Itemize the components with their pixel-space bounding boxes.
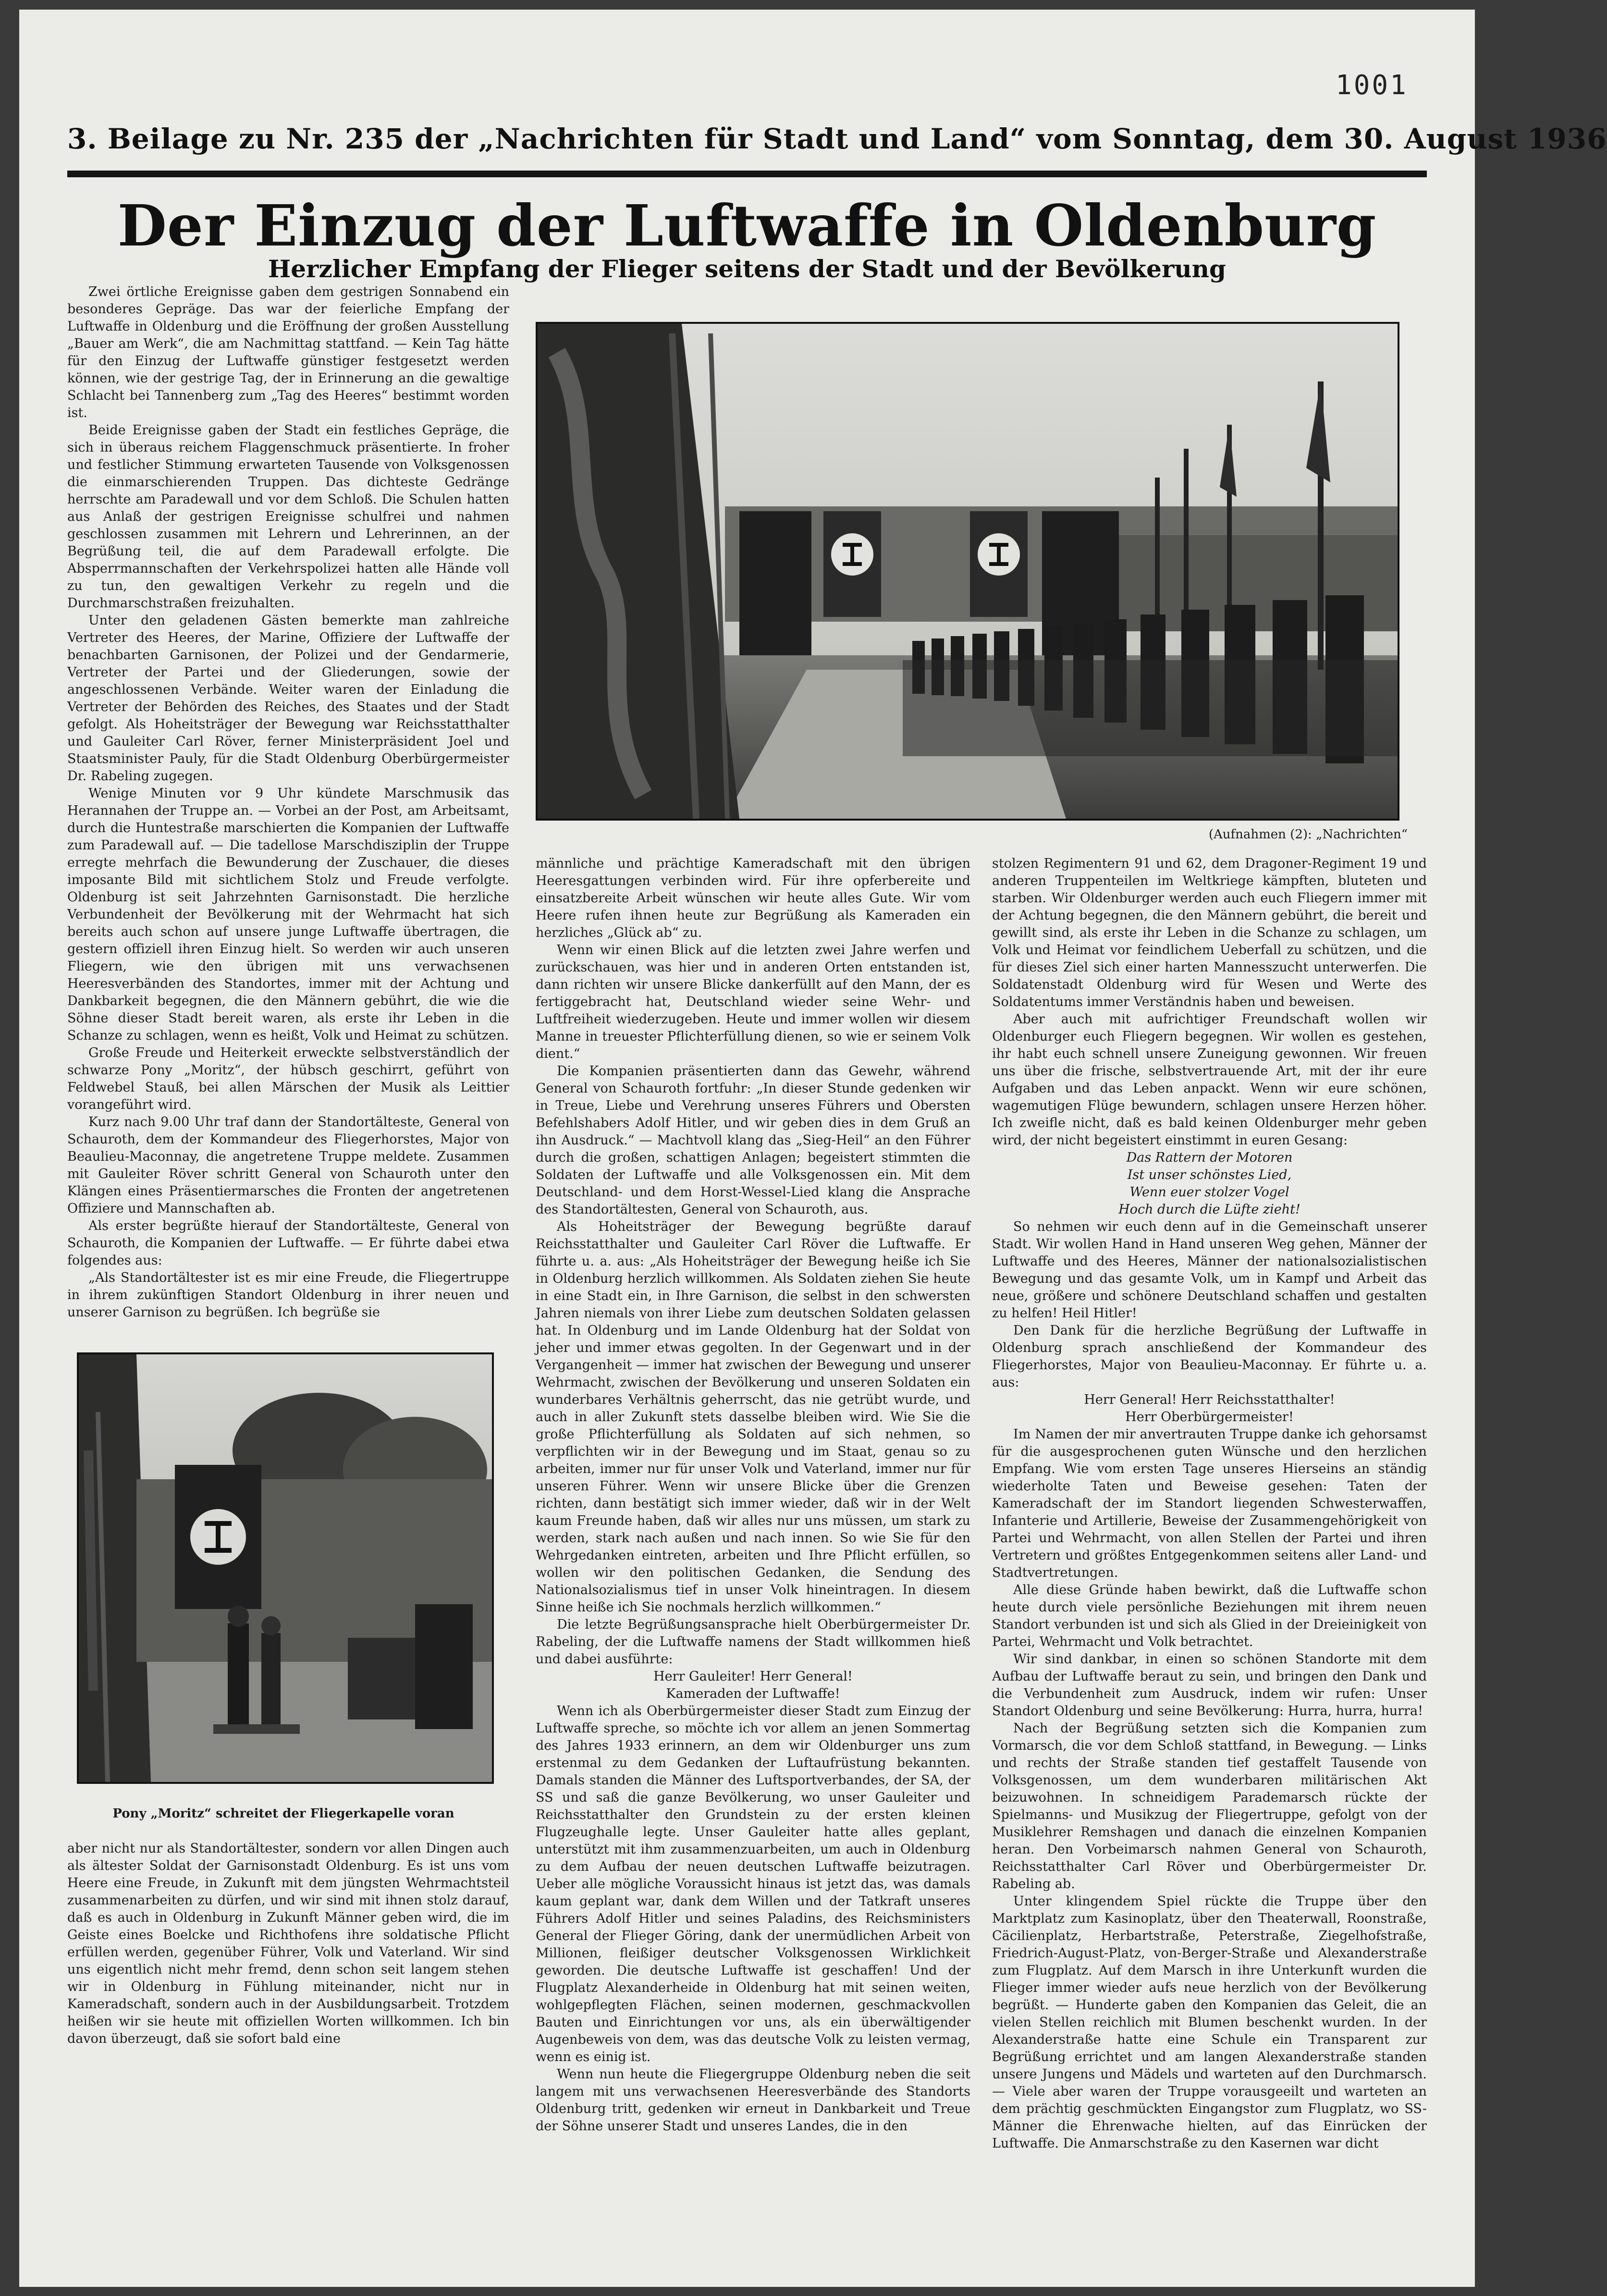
photo-caption: Pony „Moritz“ schreitet der Fliegerkapelle voran: [112, 1806, 454, 1821]
song-line: Das Rattern der Motoren: [1126, 1150, 1293, 1165]
paragraph: Die letzte Begrüßungsansprache hielt Oberbürgermeister Dr. Rabeling, der die Luftwaffe namens der Stadt willkommen hieß und dabei ausführte:: [536, 1617, 970, 1667]
paragraph: stolzen Regimentern 91 und 62, dem Dragoner-Regiment 19 und anderen Truppenteilen im Weltkriege kämpften, bluteten und starben. Wir Oldenburger werden auch euch Fliegern immer mit der Achtung begegnen, die den Männern gebührt, die bereit und gewillt sind, als erste ihr Leben in die Schanze zu schlagen, um Volk und Heimat vor feindlichem Ueberfall zu schützen, und die für dieses Ziel sich einer harten Mannesszucht unterwerfen. Die Soldatenstadt Oldenburg wird für Wesen und Werte des Soldatentums immer Verständnis haben und beweisen.: [992, 856, 1427, 1009]
supplement-header: 3. Beilage zu Nr. 235 der „Nachrichten für Stadt und Land“ vom Sonntag, dem 30. August 1936: [67, 123, 1607, 155]
paragraph: Große Freude und Heiterkeit erweckte selbstverständlich der schwarze Pony „Moritz“, der hübsch geschirrt, geführt von Feldwebel Stauß, bei allen Märschen der Musik als Leittier vorangeführt wird.: [67, 1045, 509, 1112]
paragraph: Zwei örtliche Ereignisse gaben dem gestrigen Sonnabend ein besonderes Gepräge. Das war der feierliche Empfang der Luftwaffe in Oldenburg und die Eröffnung der großen Ausstellung „Bauer am Werk“, die am Nachmittag stattfand. — Kein Tag hätte für den Einzug der Luftwaffe günstiger festgesetzt werden können, wie der gestrige Tag, der in Erinnerung an die gewaltige Schlacht bei Tannenberg zum „Tag des Heeres“ bestimmt worden ist.: [67, 284, 509, 420]
song-line: Ist unser schönstes Lied,: [1127, 1167, 1292, 1182]
paragraph: Im Namen der mir anvertrauten Truppe danke ich gehorsamst für die ausgesprochenen guten Wünsche und den herzlichen Empfang. Wie vom ersten Tage unseres Hierseins an ständig wiederholte Taten und Beweise gesehen: Taten der Kameradschaft der im Standort liegenden Schwesterwaffen, Infanterie und Artillerie, Beweise der Zusammengehörigkeit von Partei und Wehrmacht, von allen Stellen der Partei und ihren Vertretern und größtes Entgegenkommen seitens aller Land- und Stadtvertretungen.: [992, 1427, 1427, 1580]
paragraph: männliche und prächtige Kameradschaft mit den übrigen Heeresgattungen verbinden wird. Für ihre opferbereite und einsatzbereite Arbeit wünschen wir heute alles Gute. Wir vom Heere rufen ihnen heute zur Begrüßung als Kameraden ein herzliches „Glück ab“ zu.: [536, 856, 970, 940]
column-1-lower: [67, 1840, 509, 2272]
photo-credit: (Aufnahmen (2): „Nachrichten“: [1208, 827, 1408, 842]
paragraph: Wir sind dankbar, in einen so schönen Standorte mit dem Aufbau der Luftwaffe beraut zu sein, und bringen den Dank und die Verbundenheit zum Ausdruck, indem wir rufen: Unser Standort Oldenburg und seine Bevölkerung: Hurra, hurra, hurra!: [992, 1652, 1427, 1719]
column-2: [536, 855, 970, 2272]
salutation: Kameraden der Luftwaffe!: [666, 1686, 840, 1701]
paragraph: Als Hoheitsträger der Bewegung begrüßte darauf Reichsstatthalter und Gauleiter Carl Röver die Luftwaffe. Er führte u. a. aus: „Als Hoheitsträger der Bewegung heiße ich Sie in Oldenburg herzlich willkommen. Als Soldaten ziehen Sie heute in eine Stadt ein, in Ihre Garnison, die selbst in den schwersten Jahren niemals von ihrer Liebe zum deutschen Soldaten gelassen hat. In Oldenburg und im Lande Oldenburg hat der Soldat von jeher und immer etwas gegolten. In der Gegenwart und in der Vergangenheit — immer hat zwischen der Bewegung und unserer Wehrmacht, zwischen der Bevölkerung und unseren Soldaten ein wunderbares Verhältnis geherrscht, das nie getrübt wurde, und auch in aller Zukunft stets dasselbe bleiben wird. Wie Sie die große Pflichterfüllung als Soldaten auf sich nehmen, so verpflichten wir in der Bewegung und im Staat, genau so zu arbeiten, immer nur für unser Volk und Vaterland, immer nur für unseren Führer. Wenn wir unsere Blicke über die Grenzen richten, dann bestätigt sich immer wieder, daß wir in der Welt kaum Freunde haben, daß wir alles nur uns müssen, um stark zu werden, stark nach außen und nach innen. So wie Sie für den Wehrgedanken eintreten, arbeiten und Ihre Pflicht erfüllen, so wollen wir den politischen Gedanken, die Sendung des Nationalsozialismus tief in unser Volk hineintragen. In diesem Sinne heiße ich Sie nochmals herzlich willkommen.“: [536, 1219, 970, 1615]
paragraph: Den Dank für die herzliche Begrüßung der Luftwaffe in Oldenburg sprach anschließend der Kommandeur des Fliegerhorstes, Major von Beaulieu-Maconnay. Er führte u. a. aus:: [992, 1323, 1427, 1390]
column-3: [992, 855, 1427, 2272]
photo-pony: [77, 1352, 494, 1784]
paragraph: Die Kompanien präsentierten dann das Gewehr, während General von Schauroth fortfuhr: „In dieser Stunde gedenken wir in Treue, Liebe und Verehrung unseres Führers und Obersten Befehlshabers Adolf Hitler, und wir geben dies in dem Gruß an ihn Ausdruck.“ — Machtvoll klang das „Sieg-Heil“ an den Führer durch die großen, schattigen Anlagen; begeistert stimmten die Soldaten der Luftwaffe und alle Volksgenossen ein. Mit dem Deutschland- und dem Horst-Wessel-Lied klang die Ansprache des Standortältesten, General von Schauroth, aus.: [536, 1064, 970, 1217]
salutation: Herr General! Herr Reichsstatthalter!: [1084, 1392, 1335, 1407]
paragraph: Wenn ich als Oberbürgermeister dieser Stadt zum Einzug der Luftwaffe spreche, so möchte ich vor allem an jenen Sommertag des Jahres 1933 erinnern, an dem wir Oldenburger uns zum erstenmal zu dem Gedanken der Luftaufrüstung bekannten. Damals standen die Männer des Luftsportverbandes, der SA, der SS und saß die ganze Bevölkerung, wo unser Gauleiter und Reichsstatthalter den Grundstein zu der ersten kleinen Flugzeughalle legte. Unser Gauleiter hatte alles geplant, unterstützt mit ihm zusammenzuarbeiten, um auch in Oldenburg zu dem Aufbau der neuen deutschen Luftwaffe beizutragen. Ueber alle mögliche Voraussicht hinaus ist jetzt das, was damals kaum geplant war, dank dem Willen und der Tatkraft unseres Führers Adolf Hitler und seines Paladins, des Reichsministers General der Flieger Göring, dank der unermüdlichen Arbeit von Millionen, fleißiger deutscher Volksgenossen Wirklichkeit geworden. Die deutsche Luftwaffe ist geschaffen! Und der Flugplatz Alexanderheide in Oldenburg hat mit seinen weiten, wohlgepflegten Flächen, seinen modernen, geschmackvollen Bauten und Einrichtungen vor uns, als ein überwältigender Augenbeweis von dem, was das deutsche Volk zu leisten vermag, wenn es einig ist.: [536, 1704, 970, 2064]
paragraph: Wenn wir einen Blick auf die letzten zwei Jahre werfen und zurückschauen, was hier und in anderen Orten entstanden ist, dann richten wir unsere Blicke dankerfüllt auf den Mann, der es fertiggebracht hat, Deutschland wieder seine Wehr- und Luftfreiheit wiederzugeben. Heute und immer wollen wir diesem Manne in treuester Pflichterfüllung dienen, so wie er seinem Volk dient.“: [536, 943, 970, 1061]
paragraph: Unter den geladenen Gästen bemerkte man zahlreiche Vertreter des Heeres, der Marine, Offiziere der Luftwaffe der benachbarten Garnisonen, der Polizei und der Gendarmerie, Vertreter der Partei und der Gliederungen, sowie der angeschlossenen Verbände. Weiter waren der Einladung die Vertreter der Behörden des Reiches, des Staates und der Stadt gefolgt. Als Hoheitsträger der Bewegung war Reichsstatthalter und Gauleiter Carl Röver, ferner Ministerpräsident Joel und Staatsminister Pauly, für die Stadt Oldenburg Oberbürgermeister Dr. Rabeling zugegen.: [67, 613, 509, 784]
article-subtitle: Herzlicher Empfang der Flieger seitens der Stadt und der Bevölkerung: [268, 255, 1226, 283]
paragraph: „Als Standortältester ist es mir eine Freude, die Fliegertruppe in ihrem zukünftigen Standort Oldenburg in ihrer neuen und unserer Garnison zu begrüßen. Ich begrüße sie: [67, 1270, 509, 1320]
paragraph: Wenige Minuten vor 9 Uhr kündete Marschmusik das Herannahen der Truppe an. — Vorbei an der Post, am Arbeitsamt, durch die Huntestraße marschierten die Kompanien der Luftwaffe zum Paradewall auf. — Die tadellose Marschdisziplin der Truppe erregte mehrfach die Bewunderung der Zuschauer, die dieses imposante Bild mit sichtlichem Stolz und Freude verfolgte. Oldenburg ist seit Jahrzehnten Garnisonstadt. Die herzliche Verbundenheit der Bevölkerung mit der Wehrmacht hat sich bereits auch schon auf unsere junge Luftwaffe übertragen, die gestern offiziell ihren Einzug hielt. So werden wir auch unseren Fliegern, wie den übrigen mit uns verwachsenen Heeresverbänden des Standortes, immer mit der Achtung und Dankbarkeit begegnen, die den Männern gebührt, die wie die Söhne dieser Stadt bereit waren, als erste ihr Leben in die Schanze zu schlagen, wenn es heißt, Volk und Heimat zu schützen.: [67, 786, 509, 1043]
paragraph: Aber auch mit aufrichtiger Freundschaft wollen wir Oldenburger euch Fliegern begegnen. Wir wollen es gestehen, ihr habt euch schnell unsere Zuneigung gewonnen. Wir freuen uns über die frische, selbstvertrauende Art, mit der ihr eure Aufgaben und das Leben anpackt. Wenn wir eure schönen, wagemutigen Flüge bewundern, schlagen unsere Herzen höher. Ich zweifle nicht, daß es bald keinen Oldenburger mehr geben wird, der nicht begeistert einstimmt in euren Gesang:: [992, 1012, 1427, 1148]
paragraph: aber nicht nur als Standortältester, sondern vor allen Dingen auch als ältester Soldat der Garnisonstadt Oldenburg. Es ist uns vom Heere eine Freude, in Zukunft mit dem jüngsten Wehrmachtsteil zusammenarbeiten zu dürfen, und wir sind mit ihnen stolz darauf, daß es auch in Oldenburg in Zukunft Männer geben wird, die im Geiste eines Boelcke und Richthofens ihre soldatische Pflicht erfüllen werden, gegenüber Führer, Volk und Vaterland. Wir sind uns eigentlich nicht mehr fremd, denn schon seit langem stehen wir in Oldenburg in Fühlung miteinander, nicht nur in Kameradschaft, sondern auch in der Ausbildungsarbeit. Trotzdem heißen wir sie heute mit offiziellen Worten willkommen. Ich bin davon überzeugt, daß sie sofort bald eine: [67, 1841, 509, 2046]
salutation: Herr Gauleiter! Herr General!: [653, 1669, 853, 1684]
paragraph: Unter klingendem Spiel rückte die Truppe über den Marktplatz zum Kasinoplatz, über den Theaterwall, Roonstraße, Cäcilienplatz, Herbartstraße, Peterstraße, Ziegelhofstraße, Friedrich-August-Platz, von-Berger-Straße und Alexanderstraße zum Flugplatz. Auf dem Marsch in ihre Unterkunft wurden die Flieger immer wieder aufs neue herzlich von der Bevölkerung begrüßt. — Hunderte gaben den Kompanien das Geleit, die an vielen Stellen reichlich mit Blumen beschenkt wurden. In der Alexanderstraße hatte eine Schule ein Transparent zur Begrüßung errichtet und am langen Alexanderstraße standen unsere Jungens und Mädels und warteten auf den Durchmarsch. — Viele aber waren der Truppe vorausgeeilt und warteten an dem prächtig geschmückten Eingangstor zum Flugplatz, wo SS-Männer die Ehrenwache hielten, auf das Einrücken der Luftwaffe. Die Anmarschstraße zu den Kasernen war dicht: [992, 1894, 1427, 2151]
paragraph: Wenn nun heute die Fliegergruppe Oldenburg neben die seit langem mit uns verwachsenen Heeresverbände des Standorts Oldenburg tritt, gedenken wir erneut in Dankbarkeit und Treue der Söhne unserer Stadt und unseres Landes, die in den: [536, 2067, 970, 2134]
paragraph: Nach der Begrüßung setzten sich die Kompanien zum Vormarsch, die vor dem Schloß stattfand, in Bewegung. — Links und rechts der Straße standen tief gestaffelt Tausende von Volksgenossen, um dem wunderbaren militärischen Akt beizuwohnen. In schneidigem Parademarsch rückte der Spielmanns- und Musikzug der Fliegertruppe, gefolgt von der Musiklehrer Remshagen und danach die einzelnen Kompanien heran. Den Vorbeimarsch nahmen General von Schauroth, Reichsstatthalter Carl Röver und Oberbürgermeister Dr. Rabeling ab.: [992, 1721, 1427, 1891]
paragraph: Kurz nach 9.00 Uhr traf dann der Standortälteste, General von Schauroth, dem der Kommandeur des Fliegerhorstes, Major von Beaulieu-Maconnay, die angetretene Truppe meldete. Zusammen mit Gauleiter Röver schritt General von Schauroth unter den Klängen eines Präsentiermarsches die Fronten der angetretenen Offiziere und Mannschaften ab.: [67, 1115, 509, 1216]
paragraph: So nehmen wir euch denn auf in die Gemeinschaft unserer Stadt. Wir wollen Hand in Hand unseren Weg gehen, Männer der Luftwaffe und des Heeres, Männer der nationalsozialistischen Bewegung und das gesamte Volk, um in Kampf und Arbeit das neue, größere und schönere Deutschland schaffen und gestalten zu helfen! Heil Hitler!: [992, 1219, 1427, 1321]
parade-photo-illustration: [538, 324, 1398, 819]
newspaper-page: [19, 10, 1607, 2287]
photo-parade: [536, 322, 1399, 821]
song-line: Wenn euer stolzer Vogel: [1129, 1185, 1289, 1200]
salutation: Herr Oberbürgermeister!: [1125, 1410, 1294, 1424]
article-title: Der Einzug der Luftwaffe in Oldenburg: [117, 192, 1377, 259]
paragraph: Alle diese Gründe haben bewirkt, daß die Luftwaffe schon heute durch viele persönliche Beziehungen mit ihrem neuen Standort verbunden ist und sich als Glied in der Dreieinigkeit von Partei, Wehrmacht und Volk betrachtet.: [992, 1583, 1427, 1649]
column-1-upper: [67, 283, 509, 1340]
pony-photo-illustration: [79, 1354, 492, 1782]
paragraph: Beide Ereignisse gaben der Stadt ein festliches Gepräge, die sich in überaus reichem Flaggenschmuck präsentierte. In froher und festlicher Stimmung erwarteten Tausende von Volksgenossen die einmarschierenden Truppen. Das dichteste Gedränge herrschte am Paradewall und vor dem Schloß. Die Schulen hatten aus Anlaß der gestrigen Ereignisse schulfrei und nahmen geschlossen zusammen mit Lehrern und Lehrerinnen, an der Begrüßung teil, die auf dem Paradewall erfolgte. Die Absperrmannschaften der Verkehrspolizei hatten alle Hände voll zu tun, den gewaltigen Verkehr zu regeln und die Durchmarschstraßen freizuhalten.: [67, 423, 509, 611]
song-line: Hoch durch die Lüfte zieht!: [1118, 1202, 1300, 1217]
page-number: 1001: [1336, 70, 1408, 101]
header-rule: [67, 171, 1427, 177]
paragraph: Als erster begrüßte hierauf der Standortälteste, General von Schauroth, die Kompanien der Luftwaffe. — Er führte dabei etwa folgendes aus:: [67, 1218, 509, 1268]
